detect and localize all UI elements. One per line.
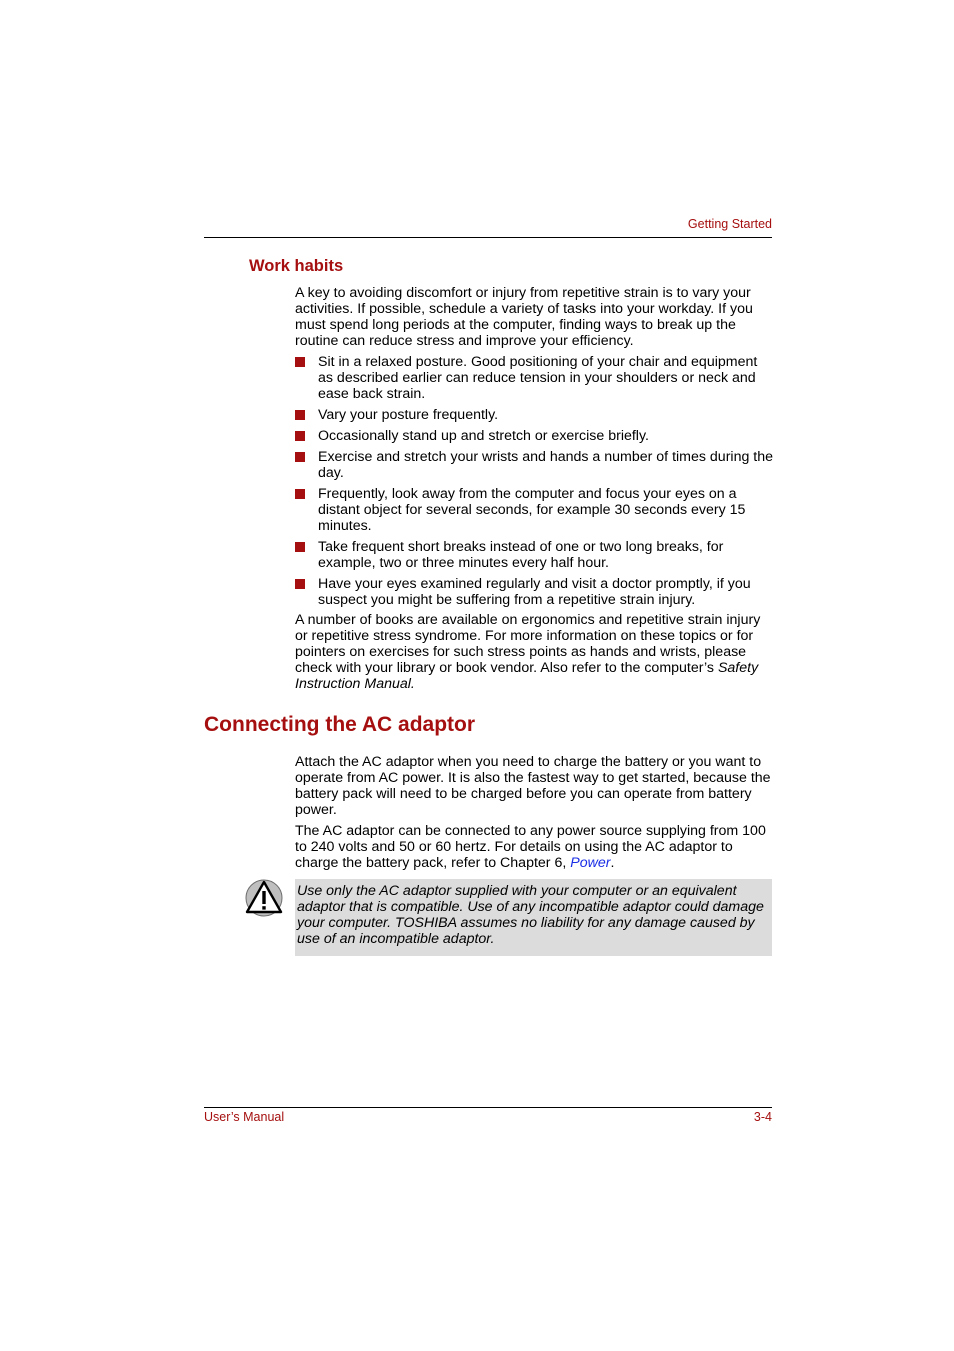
- footer-rule: [204, 1107, 772, 1108]
- page-number: 3-4: [753, 1110, 772, 1124]
- safety-manual-title: Safety Instruction Manual.: [295, 660, 759, 692]
- bullet-square-icon: [295, 357, 305, 367]
- list-item: Have your eyes examined regularly and visit a doctor promptly, if you suspect you might be suffering from a repetitive strain injury.: [295, 576, 773, 608]
- ac-adaptor-heading: Connecting the AC adaptor: [204, 713, 476, 736]
- caution-note-text: Use only the AC adaptor supplied with your computer or an equivalent adaptor that is compatible. Use of any incompatible adaptor could damage your computer. TOSHIBA assumes no liability for any damage caused by use of an incompatible adaptor.: [297, 883, 764, 947]
- list-item: Frequently, look away from the computer and focus your eyes on a distant object for several seconds, for example 30 seconds every 15 minutes.: [295, 486, 773, 534]
- bullet-square-icon: [295, 452, 305, 462]
- work-habits-closing: A number of books are available on ergonomics and repetitive strain injury or repetitive stress syndrome. For more information on these topics or for pointers on exercises for such stress points as hands and wrists, please check with your library or book vendor. Also refer to the computer’s Safety Instruction Manual.: [295, 612, 761, 692]
- bullet-square-icon: [295, 431, 305, 441]
- bullet-square-icon: [295, 410, 305, 420]
- ac-adaptor-para-2: The AC adaptor can be connected to any power source supplying from 100 to 240 volts and 50 or 60 hertz. For details on using the AC adaptor to charge the battery pack, refer to Chapter 6, Power.: [295, 823, 766, 871]
- ac-adaptor-para-1: Attach the AC adaptor when you need to charge the battery or you want to operate from AC power. It is also the fastest way to get started, because the battery pack will need to be charged before you can operate from battery power.: [295, 754, 771, 818]
- work-habits-list: [295, 354, 773, 613]
- caution-warning-icon: [245, 879, 283, 917]
- bullet-square-icon: [295, 489, 305, 499]
- list-item: Sit in a relaxed posture. Good positioning of your chair and equipment as described earlier can reduce tension in your shoulders or neck and ease back strain.: [295, 354, 773, 402]
- list-item: Exercise and stretch your wrists and hands a number of times during the day.: [295, 449, 773, 481]
- footer-manual-title: User’s Manual: [204, 1110, 285, 1124]
- list-item: Occasionally stand up and stretch or exercise briefly.: [295, 428, 773, 444]
- list-item: Vary your posture frequently.: [295, 407, 773, 423]
- running-header: Getting Started: [687, 217, 772, 231]
- bullet-square-icon: [295, 579, 305, 589]
- work-habits-heading: Work habits: [249, 257, 344, 275]
- list-item: Take frequent short breaks instead of one or two long breaks, for example, two or three minutes every half hour.: [295, 539, 773, 571]
- header-rule: [204, 237, 772, 238]
- work-habits-intro: A key to avoiding discomfort or injury from repetitive strain is to vary your activities. If possible, schedule a variety of tasks into your workday. If you must spend long periods at the computer, finding ways to break up the routine can reduce stress and improve your efficiency.: [295, 285, 753, 349]
- bullet-square-icon: [295, 542, 305, 552]
- power-chapter-link[interactable]: Power: [570, 855, 611, 871]
